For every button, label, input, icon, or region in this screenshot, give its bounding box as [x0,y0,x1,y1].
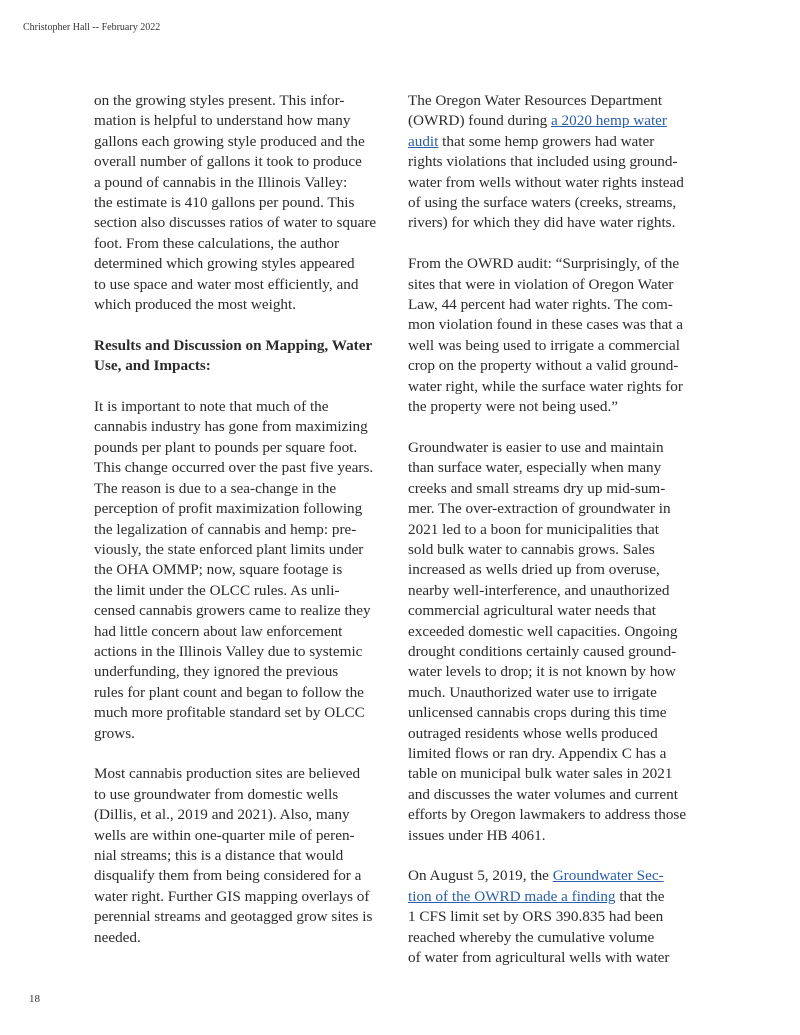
section-heading: Results and Discussion on Mapping, Water Use, and Impacts: [94,336,373,375]
paragraph-industry-shift: It is important to note that much of the cannabis industry has gone from maximizing pounds per plant to pounds per square foot. This change occurred over the past five years. The reason is due to a sea-change in the perception of profit maximization following the legalization of cannabis and hemp: pre- viously, the state enforced plant limits under the OHA OMMP; now, square footage is the limit under the OLCC rules. As unli- censed cannabis growers came to realize they had little concern about law enforcement actions in the Illinois Valley due to systemic underfunding, they ignored the previous rules for plant count and began to follow the much more profitable standard set by OLCC grows. [94,398,374,742]
running-head: Christopher Hall -- February 2022 [23,22,161,33]
groundwater-section-finding-link[interactable]: Groundwater Sec- [552,867,664,885]
right-column [408,91,713,989]
paragraph-august-finding: On August 5, 2019, the Groundwater Sec- tion of the OWRD made a finding that the 1 CFS limit set by ORS 390.835 had been reached whereby the cumulative volume of water from agricultural wells with water [408,867,670,967]
paragraph-growing-styles: on the growing styles present. This infor- mation is helpful to understand how many gallons each growing style produced and the overall number of gallons it took to produce a pound of cannabis in the Illinois Valley: the estimate is 410 gallons per pound. This section also discusses ratios of water to square foot. From these calculations, the author determined which growing styles appeared to use space and water most efficiently, and which produced the most weight. [94,92,377,314]
page-number: 18 [29,993,40,1005]
hemp-water-audit-link-cont[interactable]: audit [408,132,439,150]
paragraph-groundwater-wells: Most cannabis production sites are believed to use groundwater from domestic wells (Dillis, et al., 2019 and 2021). Also, many wells are within one-quarter mile of peren- nial streams; this is a distance that would disqualify them from being considered for a water right. Further GIS mapping overlays of perennial streams and geotagged grow sites is needed. [94,765,373,946]
hemp-water-audit-link[interactable]: a 2020 hemp water [551,112,667,130]
paragraph-groundwater-easier: Groundwater is easier to use and maintain than surface water, especially when many creeks and small streams dry up mid-sum- mer. The over-extraction of groundwater in 2021 led to a boon for municipalities that sold bulk water to cannabis grows. Sales increased as wells dried up from overuse, nearby well-interference, and unauthorized commercial agricultural water needs that exceeded domestic well capacities. Ongoing drought conditions certainly caused ground- water levels to drop; it is not known by how much. Unauthorized water use to irrigate unlicensed cannabis crops during this time outraged residents whose wells produced limited flows or ran dry. Appendix C has a table on municipal bulk water sales in 2021 and discusses the water volumes and current efforts by Oregon lawmakers to address those issues under HB 4061. [408,438,687,844]
left-column [94,91,399,968]
groundwater-section-finding-link-cont[interactable]: tion of the OWRD made a finding [408,887,616,905]
paragraph-audit-quote: From the OWRD audit: “Surprisingly, of the sites that were in violation of Oregon Water Law, 44 percent had water rights. The com- mon violation found in these cases was that a well was being used to irrigate a commercial crop on the property without a valid ground- water right, while the surface water rights for the property were not being used.” [408,255,683,416]
paragraph-owrd-audit: The Oregon Water Resources Department (OWRD) found during a 2020 hemp water audit that some hemp growers had water rights violations that included using ground- water from wells without water rights instead of using the surface waters (creeks, streams, rivers) for which they did have water rights. [408,92,684,232]
